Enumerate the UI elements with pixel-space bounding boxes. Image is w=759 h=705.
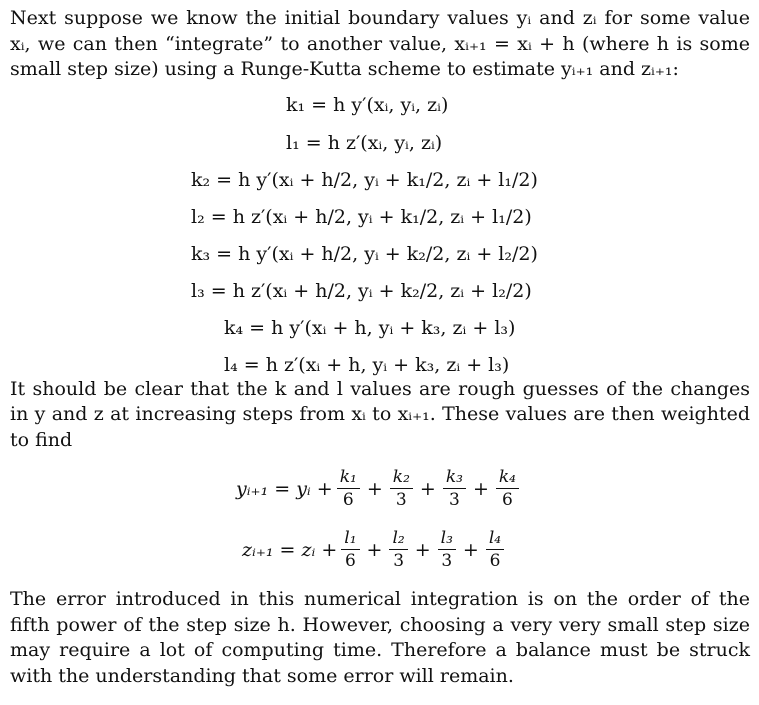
fraction-denominator: 3	[393, 551, 405, 571]
fraction-l3	[438, 528, 456, 571]
fraction-l4	[486, 528, 504, 571]
equation-l1: l₁ = h z′(xᵢ, yᵢ, zᵢ)	[286, 131, 443, 154]
fraction-k2	[390, 467, 413, 510]
equation-z-next	[242, 528, 508, 571]
plus-sign: +	[414, 538, 431, 561]
equation-k1: k₁ = h y′(xᵢ, yᵢ, zᵢ)	[286, 93, 449, 116]
equation-k3: k₃ = h y′(xᵢ + h/2, yᵢ + k₂/2, zᵢ + l₂/2)	[191, 242, 538, 265]
fraction-denominator: 3	[395, 490, 407, 510]
fraction-numerator: k₁	[337, 467, 360, 489]
fraction-l2	[389, 528, 407, 571]
fraction-denominator: 6	[489, 551, 501, 571]
document-body	[10, 6, 750, 689]
fraction-numerator: k₄	[496, 467, 519, 489]
intro-paragraph: Next suppose we know the initial boundary values yᵢ and zᵢ for some value xᵢ, we can then “integrate” to another value, xᵢ₊₁ = xᵢ + h (where h is some small step size) using a Runge-Kutta scheme to estimate yᵢ₊₁ and zᵢ₊₁:	[10, 7, 750, 80]
equation-k4: k₄ = h y′(xᵢ + h, yᵢ + k₃, zᵢ + l₃)	[224, 316, 516, 339]
fraction-denominator: 6	[345, 551, 356, 571]
plus-sign: +	[366, 538, 383, 561]
equation-y-next	[236, 467, 523, 510]
middle-paragraph: It should be clear that the k and l values are rough guesses of the changes in y and z at increasing steps from xᵢ to xᵢ₊₁. These values are then weighted to find	[10, 377, 750, 451]
fraction-numerator: k₃	[443, 467, 466, 489]
fraction-denominator: 3	[448, 490, 460, 510]
fraction-k3	[443, 467, 466, 510]
fraction-numerator: l₄	[486, 528, 504, 550]
equation-l3: l₃ = h z′(xᵢ + h/2, yᵢ + k₂/2, zᵢ + l₂/2)	[191, 279, 532, 302]
equation-l2: l₂ = h z′(xᵢ + h/2, yᵢ + k₁/2, zᵢ + l₁/2)	[191, 205, 532, 228]
fraction-numerator: l₁	[341, 528, 359, 550]
fraction-denominator: 3	[441, 551, 453, 571]
y-next-lhs: yᵢ₊₁ = yᵢ +	[236, 477, 333, 500]
conclusion-paragraph: The error introduced in this numerical integration is on the order of the fifth power of the step size h. However, choosing a very very small step size may require a lot of computing time. Therefore a balance must be struck with the understanding that some error will remain.	[10, 588, 750, 687]
weighted-average-equations	[10, 453, 750, 587]
z-next-lhs: zᵢ₊₁ = zᵢ +	[242, 538, 338, 561]
fraction-k4	[496, 467, 519, 510]
equation-k2: k₂ = h y′(xᵢ + h/2, yᵢ + k₁/2, zᵢ + l₁/2)	[191, 168, 538, 191]
fraction-k1	[337, 467, 360, 510]
fraction-denominator: 6	[342, 490, 354, 510]
plus-sign: +	[462, 538, 479, 561]
fraction-denominator: 6	[502, 490, 513, 510]
plus-sign: +	[472, 477, 489, 500]
equation-l4: l₄ = h z′(xᵢ + h, yᵢ + k₃, zᵢ + l₃)	[224, 353, 510, 376]
plus-sign: +	[419, 477, 436, 500]
runge-kutta-equations	[10, 83, 750, 377]
fraction-numerator: l₃	[438, 528, 456, 550]
fraction-numerator: k₂	[390, 467, 413, 489]
fraction-l1	[341, 528, 359, 571]
plus-sign: +	[366, 477, 383, 500]
fraction-numerator: l₂	[389, 528, 407, 550]
